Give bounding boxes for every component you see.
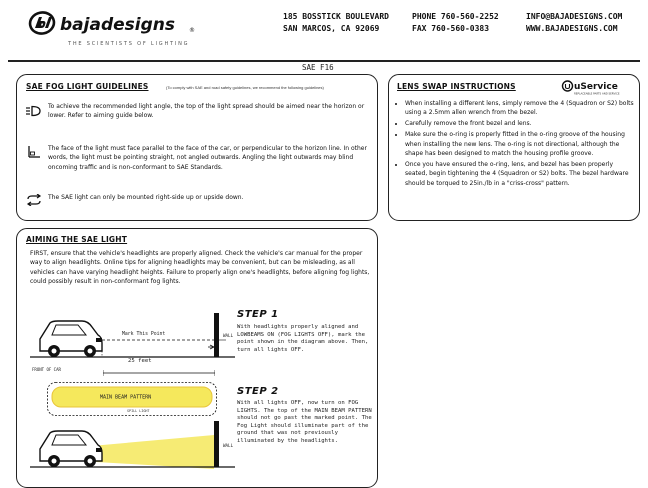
header-divider — [8, 60, 640, 62]
sae-guidelines-panel — [16, 74, 378, 221]
aiming-diagram-2 — [30, 421, 235, 471]
sae-guideline-text-2: The face of the light must face parallel to the face of the car, or perpendicular to the horizon line. In other words, the light must be pointing straight, not angled outwards. Angling the light outwards may blind oncoming traffic and is non-conformant to SAE Standards. — [48, 145, 367, 171]
car-front-icon-2 — [40, 431, 102, 467]
step-2-text: With all lights OFF, now turn on FOG LIGHTS. The top of the MAIN BEAM PATTERN should not go past the marked point. The Fog Light should illuminate part of the ground that was not previously illuminated by the headlights. — [237, 400, 372, 444]
email-link[interactable]: INFO@BAJADESIGNS.COM — [526, 12, 623, 21]
fax: FAX 760-560-0383 — [412, 24, 490, 33]
main-beam-pattern — [47, 382, 217, 416]
step-1-text: With headlights properly aligned and LOWBEAMS ON (FOG LIGHTS OFF), mark the point shown in the diagram above. Then, turn all lights OFF. — [237, 324, 369, 353]
aiming-panel — [16, 228, 378, 488]
registered-mark: ® — [189, 27, 195, 34]
aiming-intro: FIRST, ensure that the vehicle's headlights are properly aligned. Check the vehicle's car manual for the proper way to align headlights. Online tips for aligning headlights may be convenient, but can be misleading, as all vehicles can have varying headlight heights. Failure to properly align one's headlights, before aligning fog lights, could possibly result in non-conformant fog lights. — [30, 250, 370, 286]
spill-light-label: SPILL LIGHT — [127, 409, 150, 413]
sae-guideline-text-3: The SAE light can only be mounted right-side up or upside down. — [48, 194, 244, 201]
lens-swap-list — [396, 99, 636, 190]
wall-label-2: WALL — [223, 443, 234, 448]
step-2-title: STEP 2 — [237, 386, 279, 397]
uservice-wordmark: uService — [574, 82, 618, 92]
lens-swap-step-2: • Carefully remove the front bezel and lens. — [405, 119, 636, 128]
mark-point-label: Mark This Point — [122, 332, 166, 337]
doc-code: SAE F16 — [302, 63, 334, 72]
fog-light-icon — [25, 104, 41, 116]
sae-guidelines-note: (To comply with SAE and road safety guidelines, we recommend the following guidelines) — [166, 85, 324, 90]
rotate-arrows-icon — [26, 193, 42, 205]
website-link[interactable]: WWW.BAJADESIGNS.COM — [526, 24, 618, 33]
front-of-car-label: FRONT OF CAR — [32, 367, 61, 372]
mount-angle-icon — [27, 145, 41, 159]
address-line1: 185 BOSSTICK BOULEVARD — [283, 12, 389, 21]
main-beam-label: MAIN BEAM PATTERN — [100, 394, 152, 401]
address-block — [283, 11, 389, 35]
tagline: THE SCIENTISTS OF LIGHTING — [68, 41, 190, 47]
lens-swap-panel — [388, 74, 640, 221]
phone: PHONE 760-560-2252 — [412, 12, 499, 21]
sae-guideline-text-1: To achieve the recommended light angle, the top of the light spread should be aimed near the horizon or lower. Refer to aiming guide below. — [48, 103, 365, 120]
step-1-title: STEP 1 — [237, 309, 279, 320]
distance-label: 25 feet — [128, 358, 152, 364]
sae-guidelines-title: SAE FOG LIGHT GUIDELINES — [26, 82, 149, 91]
aiming-title: AIMING THE SAE LIGHT — [26, 235, 128, 244]
bajadesigns-logo — [28, 9, 203, 41]
car-front-icon — [40, 321, 102, 357]
lens-swap-step-1: • When installing a different lens, simply remove the 4 (Squadron or S2) bolts using a 2.5mm allen wrench from the bezel. — [405, 99, 636, 118]
address-line2: SAN MARCOS, CA 92069 — [283, 24, 380, 33]
contact-block — [526, 11, 622, 35]
brand-wordmark: bajadesigns — [60, 15, 175, 35]
wall-label-1: WALL — [223, 333, 234, 338]
uservice-subtitle: REPLACEABLE PARTS AND SERVICE — [574, 92, 620, 96]
distance-dimension — [103, 364, 215, 372]
uservice-logo — [561, 79, 637, 97]
lens-swap-title: LENS SWAP INSTRUCTIONS — [397, 82, 516, 91]
phone-block — [412, 11, 499, 35]
lens-swap-step-4: • Once you have ensured the o-ring, lens, and bezel has been properly seated, begin tightening the 4 (Squadron or S2) bolts. The bezel hardware should be torqued to 25in./lb in a "criss-cross" pattern. — [405, 160, 636, 188]
lens-swap-step-3: • Make sure the o-ring is properly fitted in the o-ring groove of the housing when installing the new lens. The o-ring is not directional, although the shape has been designed to match the housing profile groove. — [405, 130, 636, 158]
